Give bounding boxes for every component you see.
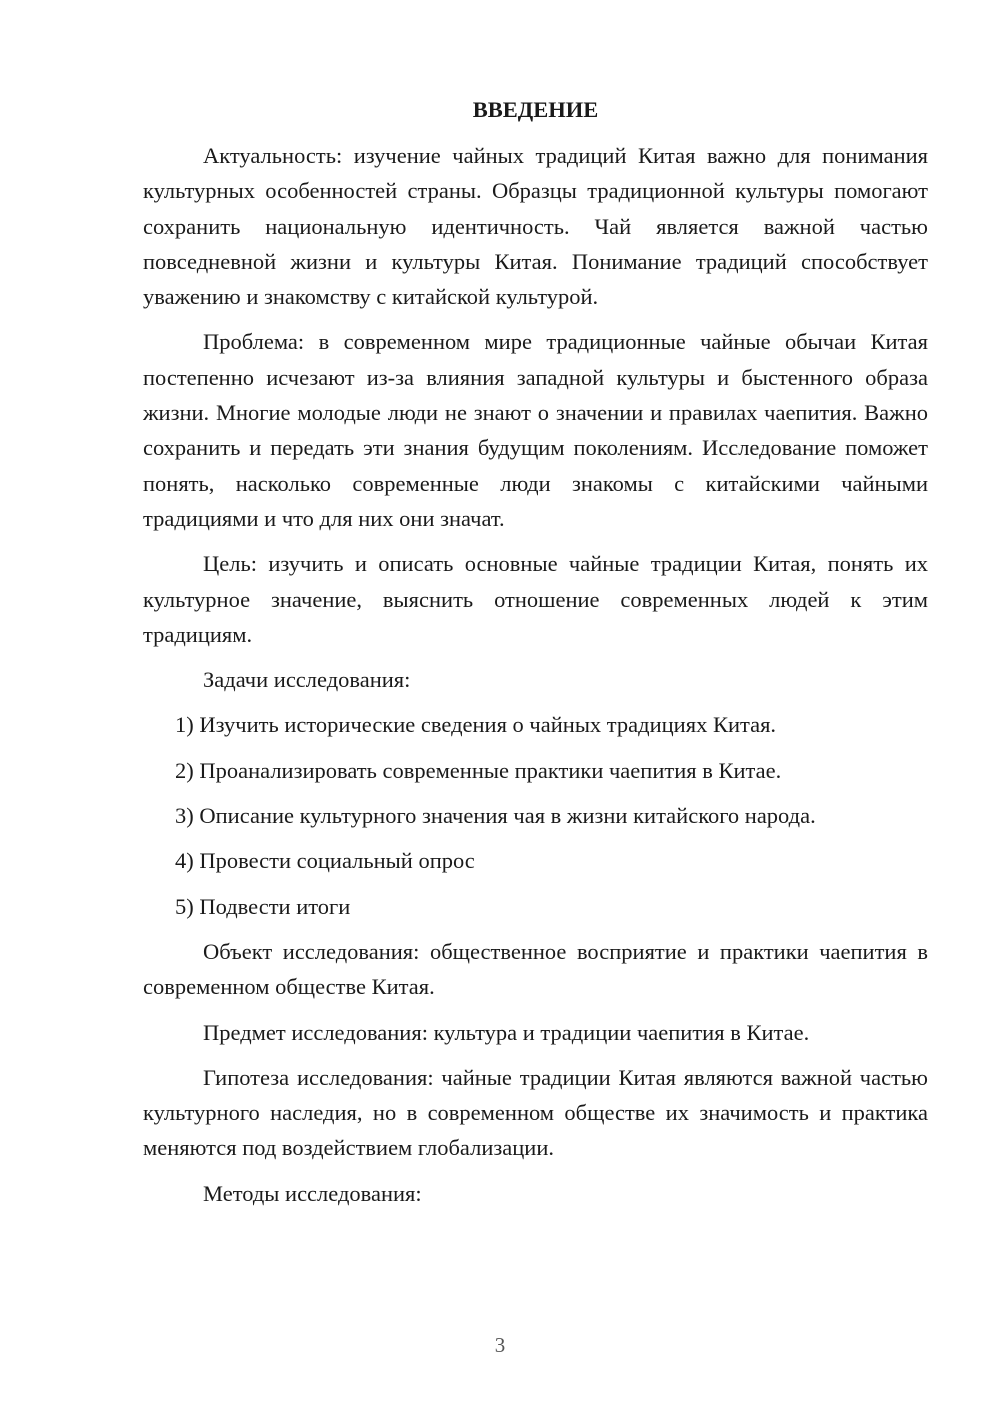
task-item: 5) Подвести итоги — [175, 893, 351, 919]
section-heading: ВВЕДЕНИЕ — [472, 97, 599, 122]
page-number: 3 — [494, 1333, 506, 1357]
object-paragraph: Объект исследования: общественное восприятие и практики чаепития в современном обществе Китая. — [143, 938, 928, 1000]
task-item: 4) Провести социальный опрос — [175, 848, 475, 874]
goal-paragraph: Цель: изучить и описать основные чайные традиции Китая, понять их культурное значение, выяснить отношение современных людей к этим традициям. — [143, 551, 928, 647]
task-item: 3) Описание культурного значения чая в жизни китайского народа. — [175, 803, 816, 829]
relevance-paragraph: Актуальность: изучение чайных традиций Китая важно для понимания культурных особенностей страны. Образцы традиционной культуры помогают сохранить национальную идентичность. Чай является важной частью повседневной жизни и культуры Китая. Понимание традиций способствует уважению и знакомству с китайской культурой. — [143, 143, 928, 310]
hypothesis-paragraph: Гипотеза исследования: чайные традиции Китая являются важной частью культурного наследия, но в современном обществе их значимость и практика меняются под воздействием глобализации. — [143, 1064, 928, 1161]
problem-paragraph: Проблема: в современном мире традиционные чайные обычаи Китая постепенно исчезают из-за влияния западной культуры и быстенного образа жизни. Многие молодые люди не знают о значении и правилах чаепития. Важно сохранить и передать эти знания будущим поколениям. Исследование поможет понять, насколько современные люди знакомы с китайскими чайными традициями и что для них они значат. — [143, 329, 928, 531]
subject-paragraph: Предмет исследования: культура и традиции чаепития в Китае. — [203, 1019, 810, 1045]
task-item: 1) Изучить исторические сведения о чайных традициях Китая. — [175, 712, 777, 738]
tasks-intro: Задачи исследования: — [203, 667, 411, 693]
methods-intro: Методы исследования: — [203, 1180, 422, 1206]
document-page — [143, 92, 928, 1221]
task-item: 2) Проанализировать современные практики чаепития в Китае. — [175, 757, 782, 783]
